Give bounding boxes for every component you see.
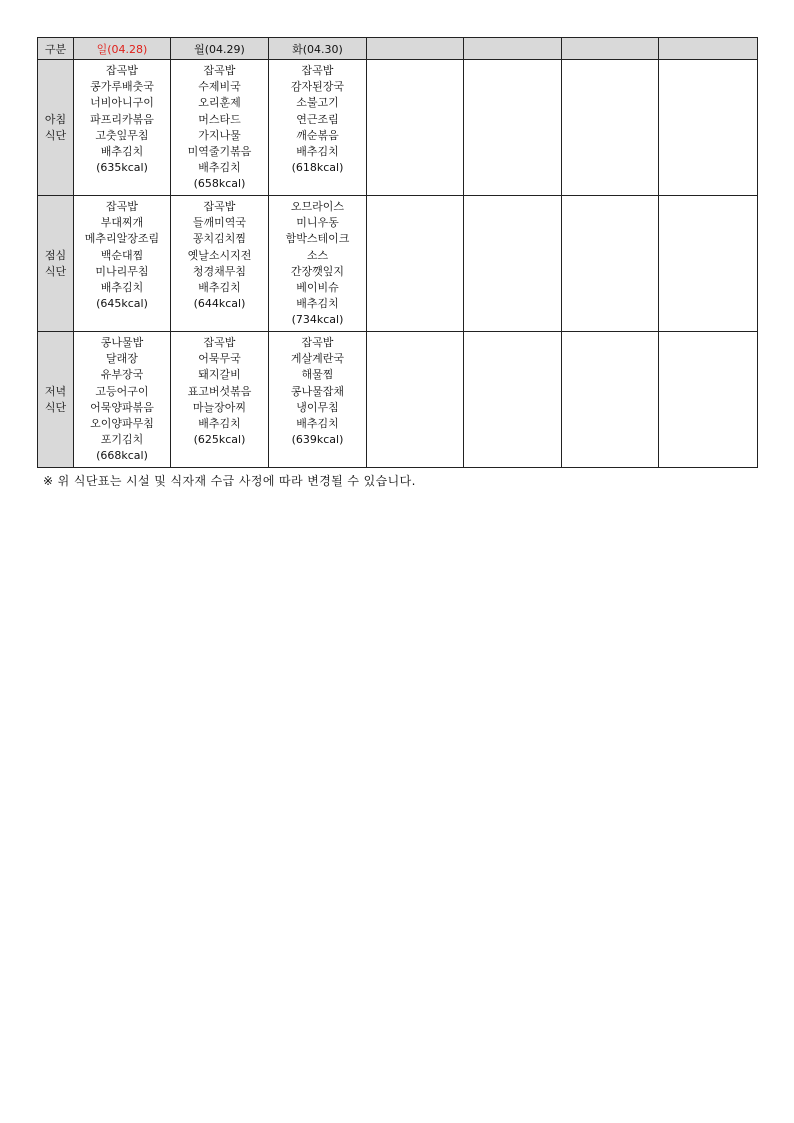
dish-item: 옛날소시지전 — [187, 248, 252, 262]
dish-item: 고등어구이 — [95, 384, 149, 398]
dish-item: 베이비슈 — [296, 281, 339, 295]
dish-item: 고춧잎무침 — [95, 128, 149, 142]
dish-item: 배추김치 — [296, 417, 339, 431]
dish-item: 들깨미역국 — [192, 216, 247, 230]
dish-item: 꽁치김치찜 — [192, 232, 247, 246]
header-day-empty — [367, 38, 464, 60]
header-row — [38, 38, 758, 60]
dish-item: 미역줄기볶음 — [187, 145, 252, 159]
weekly-meal-table — [37, 37, 758, 468]
dish-item: 오이양파무침 — [90, 417, 154, 431]
calorie-total: (625kcal) — [193, 433, 246, 447]
dish-item: 깨순볶음 — [296, 128, 339, 142]
dish-item: 배추김치 — [198, 417, 241, 431]
header-day-empty — [464, 38, 562, 60]
dish-item: 잡곡밥 — [106, 64, 138, 77]
dish-item: 표고버섯볶음 — [187, 384, 252, 398]
dish-item: 간장깻잎지 — [290, 264, 345, 278]
dish-item: 너비아니구이 — [90, 96, 154, 110]
meal-row-dinner — [38, 332, 758, 468]
header-day-monday: 월(04.29) — [171, 38, 269, 60]
dish-item: 연근조림 — [296, 112, 339, 126]
dish-item: 가지나물 — [198, 128, 241, 142]
menu-cell — [464, 60, 562, 196]
calorie-total: (734kcal) — [291, 313, 344, 327]
dish-item: 잡곡밥 — [203, 336, 236, 349]
meal-label-text: 저녁 — [44, 384, 67, 398]
calorie-total: (639kcal) — [291, 433, 344, 447]
dish-item: 해물찜 — [301, 368, 334, 382]
meal-label — [38, 60, 74, 196]
menu-cell — [562, 332, 659, 468]
calorie-total: (668kcal) — [96, 449, 148, 463]
menu-cell — [367, 332, 464, 468]
menu-cell — [464, 332, 562, 468]
meal-label — [38, 196, 74, 332]
menu-cell — [269, 196, 367, 332]
menu-cell — [74, 196, 171, 332]
menu-cell — [269, 332, 367, 468]
dish-item: 미나리무침 — [95, 264, 149, 278]
dish-item: 게살계란국 — [290, 352, 345, 366]
dish-item: 메추리알장조림 — [84, 232, 160, 246]
calorie-total: (644kcal) — [193, 297, 246, 311]
header-day-sunday: 일(04.28) — [74, 38, 171, 60]
dish-item: 달래장 — [106, 352, 138, 366]
dish-item: 마늘장아찌 — [192, 400, 247, 414]
dish-item: 유부장국 — [100, 368, 144, 382]
menu-cell — [659, 196, 758, 332]
dish-item: 배추김치 — [198, 281, 241, 295]
meal-label-text: 식단 — [44, 264, 67, 278]
dish-item: 어묵양파볶음 — [90, 400, 154, 414]
dish-item: 잡곡밥 — [301, 336, 334, 349]
dish-item: 잡곡밥 — [106, 200, 138, 213]
calorie-total: (635kcal) — [96, 161, 148, 175]
meal-label-text: 점심 — [44, 248, 67, 262]
dish-item: 머스타드 — [198, 112, 241, 126]
meal-row-breakfast — [38, 60, 758, 196]
dish-item: 포기김치 — [100, 433, 144, 447]
menu-cell — [562, 60, 659, 196]
menu-cell — [562, 196, 659, 332]
dish-item: 잡곡밥 — [301, 64, 334, 77]
dish-item: 미니우동 — [296, 216, 339, 230]
dish-item: 백순대찜 — [100, 248, 144, 262]
dish-item: 함박스테이크 — [285, 232, 350, 246]
dish-item: 배추김치 — [198, 161, 241, 175]
dish-item: 부대찌개 — [100, 216, 144, 230]
header-day-empty — [659, 38, 758, 60]
dish-item: 배추김치 — [296, 145, 339, 159]
menu-cell — [367, 60, 464, 196]
dish-item: 배추김치 — [100, 145, 144, 159]
menu-change-notice: ※ 위 식단표는 시설 및 식자재 수급 사정에 따라 변경될 수 있습니다. — [43, 474, 416, 488]
meal-label-text: 식단 — [44, 128, 67, 142]
menu-cell — [659, 332, 758, 468]
dish-item: 어묵무국 — [198, 352, 241, 366]
menu-cell — [269, 60, 367, 196]
dish-item: 청경채무침 — [192, 264, 247, 278]
dish-item: 소불고기 — [296, 96, 339, 110]
dish-item: 콩나물밥 — [100, 336, 144, 349]
dish-item: 잡곡밥 — [203, 200, 236, 213]
dish-item: 돼지갈비 — [198, 368, 241, 382]
calorie-total: (618kcal) — [291, 161, 344, 175]
meal-row-lunch — [38, 196, 758, 332]
header-category: 구분 — [38, 38, 74, 60]
dish-item: 오므라이스 — [290, 200, 345, 213]
meal-label — [38, 332, 74, 468]
menu-cell — [171, 60, 269, 196]
menu-cell — [171, 332, 269, 468]
meal-label-text: 식단 — [44, 400, 67, 414]
dish-item: 오리훈제 — [198, 96, 241, 110]
dish-item: 콩나물잡채 — [290, 384, 345, 398]
dish-item: 냉이무침 — [296, 400, 339, 414]
dish-item: 파프리카볶음 — [90, 112, 154, 126]
dish-item: 잡곡밥 — [203, 64, 236, 77]
menu-cell — [74, 60, 171, 196]
menu-cell — [74, 332, 171, 468]
dish-item: 배추김치 — [296, 297, 339, 311]
dish-item: 수제비국 — [198, 80, 241, 94]
dish-item: 콩가루배춧국 — [90, 80, 154, 94]
menu-cell — [659, 60, 758, 196]
menu-cell — [464, 196, 562, 332]
dish-item: 배추김치 — [100, 281, 144, 295]
meal-label-text: 아침 — [44, 112, 67, 126]
menu-cell — [171, 196, 269, 332]
header-day-empty — [562, 38, 659, 60]
calorie-total: (658kcal) — [193, 177, 246, 191]
dish-item: 감자된장국 — [290, 80, 345, 94]
dish-item: 소스 — [306, 248, 329, 262]
header-day-tuesday: 화(04.30) — [269, 38, 367, 60]
menu-cell — [367, 196, 464, 332]
calorie-total: (645kcal) — [96, 297, 148, 311]
